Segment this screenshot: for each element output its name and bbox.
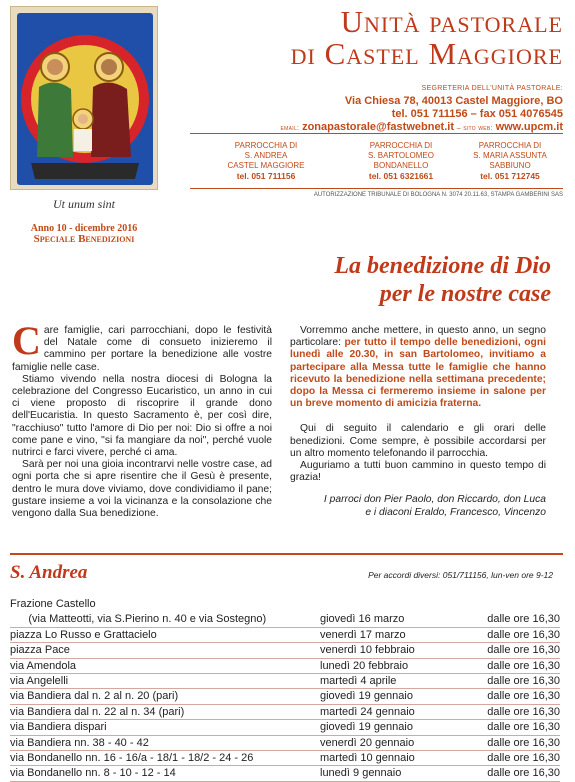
holy-family-icon-image bbox=[10, 6, 158, 190]
highlighted-invitation: per tutto il tempo delle benedizioni, ogni lunedì alle 20.30, in san Bartolomeo, invitiamo a partecipare alla Messa tutte le famiglie che hanno ricevuto la benedizione nella settimana precedente; dopo la Messa ci fermeremo insieme in salone per un breve momento di amicizia fraterna. bbox=[290, 337, 546, 410]
table-row bbox=[10, 705, 560, 720]
article-column-right bbox=[290, 325, 546, 519]
schedule-time: dalle ore 16,30 bbox=[487, 736, 560, 749]
parish-place: CASTEL MAGGIORE bbox=[227, 161, 305, 170]
article-column-left bbox=[12, 318, 272, 520]
section-divider bbox=[10, 553, 563, 555]
table-row bbox=[10, 674, 560, 689]
table-row bbox=[10, 720, 560, 735]
schedule-time: dalle ore 16,30 bbox=[487, 721, 560, 734]
issue-year: Anno 10 - dicembre 2016 bbox=[30, 223, 138, 234]
table-row bbox=[10, 659, 560, 674]
schedule-time: dalle ore 16,30 bbox=[487, 705, 560, 718]
parish-place: BONDANELLO bbox=[373, 161, 429, 170]
issue-special: Speciale Benedizioni bbox=[33, 233, 135, 245]
schedule-place: piazza Lo Russo e Grattacielo bbox=[10, 628, 157, 641]
schedule-day: giovedì 16 marzo bbox=[320, 613, 405, 626]
schedule-day: giovedì 19 gennaio bbox=[320, 690, 413, 703]
parish-phone: tel. 051 6321661 bbox=[368, 171, 434, 181]
parish-phone: tel. 051 712745 bbox=[480, 171, 540, 181]
parish-s-andrea bbox=[226, 141, 306, 181]
header-divider-bottom bbox=[190, 188, 563, 189]
schedule-time: dalle ore 16,30 bbox=[487, 690, 560, 703]
email-label: email: bbox=[280, 125, 300, 132]
website-link[interactable]: www.upcm.it bbox=[495, 121, 563, 133]
schedule-place: (via Matteotti, via S.Pierino n. 40 e via Sostegno) bbox=[10, 613, 267, 626]
parish-label: PARROCCHIA DI bbox=[478, 141, 542, 150]
section-contact-note: Per accordi diversi: 051/711156, lun-ven ore 9-12 bbox=[368, 570, 553, 580]
masthead-title bbox=[291, 6, 563, 70]
article-paragraph-5: Qui di seguito il calendario e gli orari delle benedizioni. Come sempre, è possibile accordarsi per un altro momento telefonando il parrocchia. bbox=[290, 423, 546, 459]
table-row bbox=[10, 766, 560, 781]
schedule-time: dalle ore 16,30 bbox=[487, 659, 560, 672]
article-paragraph-4 bbox=[290, 325, 546, 410]
schedule-place: via Bandiera dal n. 2 al n. 20 (pari) bbox=[10, 690, 179, 703]
parish-label: PARROCCHIA DI bbox=[369, 141, 433, 150]
schedule-table bbox=[10, 597, 560, 782]
signature-line2: e i diaconi Eraldo, Francesco, Vincenzo bbox=[365, 506, 546, 518]
parish-name: S. MARIA ASSUNTA bbox=[473, 151, 547, 160]
schedule-time: dalle ore 16,30 bbox=[487, 628, 560, 641]
schedule-place: via Bandiera dal n. 22 al n. 34 (pari) bbox=[10, 705, 185, 718]
site-label: – sito web: bbox=[456, 125, 493, 132]
table-row bbox=[10, 736, 560, 751]
article-paragraph-6: Auguriamo a tutti buon cammino in questo tempo di grazia! bbox=[290, 460, 546, 484]
masthead-line1: Unità pastorale bbox=[340, 4, 563, 39]
schedule-day: venerdì 17 marzo bbox=[320, 628, 406, 641]
schedule-day: venerdì 10 febbraio bbox=[320, 644, 415, 657]
schedule-day: lunedì 20 febbraio bbox=[320, 659, 409, 672]
schedule-day: martedì 4 aprile bbox=[320, 674, 397, 687]
parish-name: S. BARTOLOMEO bbox=[368, 151, 434, 160]
article-headline bbox=[334, 252, 551, 308]
header-divider-top bbox=[190, 133, 563, 134]
phone-fax: tel. 051 711156 – fax 051 4076545 bbox=[391, 108, 563, 120]
motto: Ut unum sint bbox=[52, 197, 115, 211]
schedule-time bbox=[470, 597, 560, 612]
secretary-label: SEGRETERIA DELL'UNITÀ PASTORALE: bbox=[421, 85, 563, 92]
article-paragraph-2: Stiamo vivendo nella nostra diocesi di Bologna la celebrazione del Congresso Eucaristico, un anno in cui ci viene proposto di riscoprire il grande dono dell'Eucaristia. In questo Sacramento è, per così dire, "racchiuso" tutto l'amore di Dio per noi: Dio si offre a noi come pane e vino, "si fa mangiare da noi", perché vuole nutrirci e farci vivere, perché ci ama. bbox=[12, 373, 272, 459]
contact-block bbox=[281, 82, 563, 135]
table-row bbox=[10, 643, 560, 658]
parish-label: PARROCCHIA DI bbox=[234, 141, 298, 150]
holy-family-icon bbox=[11, 7, 158, 190]
schedule-time: dalle ore 16,30 bbox=[487, 644, 560, 657]
schedule-place: via Bondanello nn. 8 - 10 - 12 - 14 bbox=[10, 767, 176, 780]
table-row bbox=[10, 597, 560, 612]
schedule-place: piazza Pace bbox=[10, 644, 70, 657]
schedule-day: giovedì 19 gennaio bbox=[320, 721, 413, 734]
schedule-time: dalle ore 16,30 bbox=[487, 674, 560, 687]
email-link[interactable]: zonapastorale@fastwebnet.it bbox=[302, 121, 454, 133]
schedule-day: martedì 24 gennaio bbox=[320, 705, 415, 718]
table-row bbox=[10, 612, 560, 627]
issue-info bbox=[0, 223, 168, 245]
headline-line1: La benedizione di Dio bbox=[334, 253, 551, 279]
table-row bbox=[10, 628, 560, 643]
legal-notice: AUTORIZZAZIONE TRIBUNALE DI BOLOGNA N. 3074 20.11.63, STAMPA GAMBERINI SAS bbox=[313, 192, 563, 198]
schedule-day bbox=[310, 597, 470, 612]
paragraph-text: are famiglie, cari parrocchiani, dopo le festività del Natale come di consueto inizieremo il cammino per portare la benedizione alle vostre famiglie nelle case. bbox=[12, 325, 272, 373]
parish-s-bartolomeo bbox=[356, 141, 446, 181]
signature bbox=[290, 494, 546, 518]
schedule-day: venerdì 20 gennaio bbox=[320, 736, 415, 749]
schedule-place: via Bandiera dispari bbox=[10, 721, 107, 734]
table-row bbox=[10, 689, 560, 704]
schedule-day: martedì 10 gennaio bbox=[320, 751, 415, 764]
parish-phone: tel. 051 711156 bbox=[236, 171, 296, 181]
schedule-place: via Bondanello nn. 16 - 16/a - 18/1 - 18/2 - 24 - 26 bbox=[10, 751, 254, 764]
schedule-place: Frazione Castello bbox=[10, 598, 96, 610]
schedule-place: via Amendola bbox=[10, 659, 77, 672]
schedule-day: lunedì 9 gennaio bbox=[320, 767, 402, 780]
schedule-time: dalle ore 16,30 bbox=[487, 767, 560, 780]
section-title: S. Andrea bbox=[10, 562, 88, 583]
parish-name: S. ANDREA bbox=[244, 151, 288, 160]
schedule-place: via Bandiera nn. 38 - 40 - 42 bbox=[10, 736, 149, 749]
schedule-time: dalle ore 16,30 bbox=[487, 613, 560, 626]
schedule-place: via Angelelli bbox=[10, 674, 69, 687]
paragraph-text: Vorremmo anche mettere, in questo anno, un segno particolare: bbox=[290, 325, 546, 349]
masthead-line2: di Castel Maggiore bbox=[290, 36, 563, 71]
drop-cap: C bbox=[12, 318, 41, 363]
parish-s-maria-assunta bbox=[462, 141, 558, 181]
article-paragraph-3: Sarà per noi una gioia incontrarvi nelle vostre case, ad ogni porta che si apre risentire che il Gesù è presente, dentro le mura dove viviamo, dove condividiamo il pane; gustare insieme a voi la vicinanza e la consolazione che vengono dalla Sua benedizione. bbox=[12, 459, 272, 520]
address: Via Chiesa 78, 40013 Castel Maggiore, BO bbox=[344, 95, 563, 107]
signature-line1: I parroci don Pier Paolo, don Riccardo, don Luca bbox=[323, 494, 546, 506]
headline-line2: per le nostre case bbox=[379, 281, 551, 307]
schedule-time: dalle ore 16,30 bbox=[487, 751, 560, 764]
parish-place: SABBIUNO bbox=[489, 161, 531, 170]
table-row bbox=[10, 751, 560, 766]
article-paragraph-1 bbox=[12, 318, 272, 374]
